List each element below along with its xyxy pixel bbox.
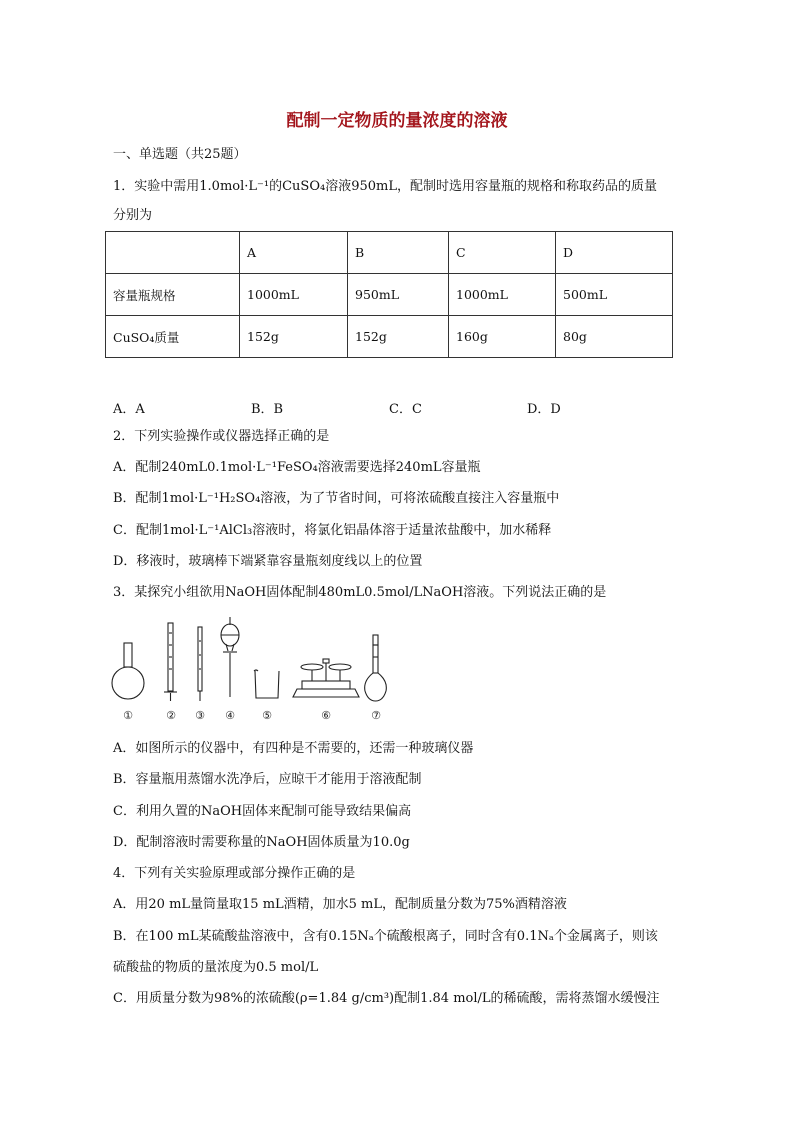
q2-stem: 2．下列实验操作或仪器选择正确的是 — [113, 429, 330, 444]
q1-options-table — [105, 231, 673, 358]
q1-option-d: D．D — [527, 402, 561, 417]
pipette-icon — [198, 627, 202, 701]
table-cell: 152g — [348, 316, 449, 358]
table-cell: 1000mL — [240, 274, 348, 316]
table-cell: 容量瓶规格 — [106, 274, 240, 316]
page-title: 配制一定物质的量浓度的溶液 — [286, 111, 508, 131]
table-cell: B — [348, 232, 449, 274]
table-header-row — [106, 232, 673, 274]
table-cell: A — [240, 232, 348, 274]
q3-stem: 3．某探究小组欲用NaOH固体配制480mL0.5mol/LNaOH溶液。下列说法正确的是 — [113, 585, 607, 600]
table-cell: 1000mL — [449, 274, 556, 316]
q2-option-b: B．配制1mol·L⁻¹H₂SO₄溶液，为了节省时间，可将浓硫酸直接注入容量瓶中 — [113, 491, 560, 506]
q4-option-c: C．用质量分数为98%的浓硫酸(ρ=1.84 g/cm³)配制1.84 mol/L的稀硫酸，需将蒸馏水缓慢注 — [113, 991, 660, 1006]
q1-stem-line1: 1．实验中需用1.0mol·L⁻¹的CuSO₄溶液950mL，配制时选用容量瓶的规格和称取药品的质量 — [113, 179, 657, 194]
q3-option-a: A．如图所示的仪器中，有四种是不需要的，还需一种玻璃仪器 — [113, 741, 474, 756]
table-cell: C — [449, 232, 556, 274]
table-cell: CuSO₄质量 — [106, 316, 240, 358]
separatory-funnel-icon — [221, 617, 239, 697]
apparatus-label-3: ③ — [195, 709, 205, 722]
table-cell: 160g — [449, 316, 556, 358]
q3-option-b: B．容量瓶用蒸馏水洗净后，应晾干才能用于溶液配制 — [113, 772, 422, 787]
apparatus-label-6: ⑥ — [321, 709, 331, 722]
table-cell: D — [556, 232, 673, 274]
table-cell: 500mL — [556, 274, 673, 316]
q1-option-b: B．B — [251, 402, 284, 417]
section-heading: 一、单选题（共25题） — [113, 147, 247, 162]
q2-option-a: A．配制240mL0.1mol·L⁻¹FeSO₄溶液需要选择240mL容量瓶 — [113, 460, 481, 475]
q4-option-a: A．用20 mL量筒量取15 mL酒精，加水5 mL，配制质量分数为75%酒精溶液 — [113, 897, 567, 912]
table-cell: 950mL — [348, 274, 449, 316]
table-cell — [106, 232, 240, 274]
apparatus-label-1: ① — [123, 709, 133, 722]
q3-option-d: D．配制溶液时需要称量的NaOH固体质量为10.0g — [113, 835, 410, 850]
table-cell: 152g — [240, 316, 348, 358]
apparatus-label-2: ② — [166, 709, 176, 722]
q2-option-d: D．移液时，玻璃棒下端紧靠容量瓶刻度线以上的位置 — [113, 554, 423, 569]
q4-option-b-line2: 硫酸盐的物质的量浓度为0.5 mol/L — [113, 960, 319, 975]
apparatus-figure — [105, 615, 395, 725]
volumetric-flask-icon — [365, 635, 387, 701]
beaker-icon — [254, 670, 279, 698]
q1-stem-line2: 分别为 — [113, 208, 153, 223]
q1-option-c: C．C — [389, 402, 422, 417]
q3-option-c: C．利用久置的NaOH固体来配制可能导致结果偏高 — [113, 804, 412, 819]
q2-option-c: C．配制1mol·L⁻¹AlCl₃溶液时，将氯化铝晶体溶于适量浓盐酸中，加水稀释 — [113, 523, 552, 538]
apparatus-label-4: ④ — [225, 709, 235, 722]
q4-stem: 4．下列有关实验原理或部分操作正确的是 — [113, 866, 356, 881]
balance-icon — [293, 659, 359, 697]
burette-icon — [164, 623, 177, 701]
apparatus-label-5: ⑤ — [262, 709, 272, 722]
table-row — [106, 316, 673, 358]
q1-option-a: A．A — [113, 402, 145, 417]
table-row — [106, 274, 673, 316]
q4-option-b-line1: B．在100 mL某硫酸盐溶液中，含有0.15Nₐ个硫酸根离子，同时含有0.1Nₐ个金属离子，则该 — [113, 929, 658, 944]
table-cell: 80g — [556, 316, 673, 358]
round-bottom-flask-icon — [112, 643, 144, 699]
apparatus-label-7: ⑦ — [371, 709, 381, 722]
